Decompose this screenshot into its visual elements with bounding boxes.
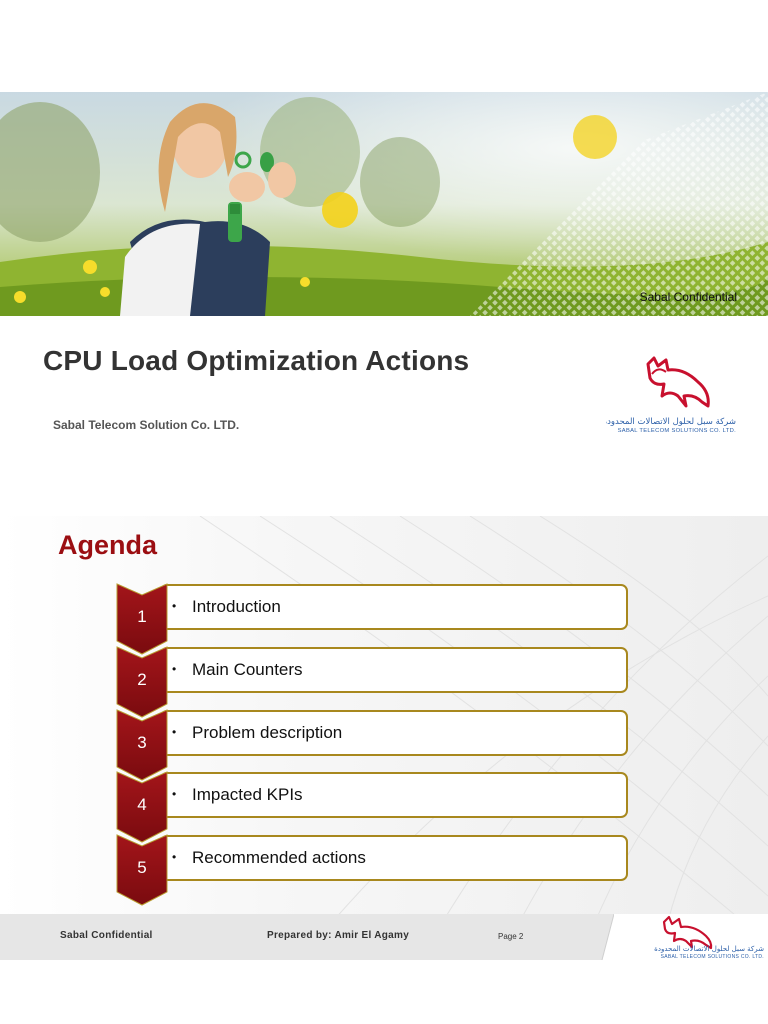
footer-logo (614, 914, 768, 960)
banner-confidential-label: Sabal Confidential (639, 290, 737, 304)
agenda-item-number: 4 (137, 795, 147, 814)
header-banner-image (0, 92, 768, 316)
agenda-item-label: Main Counters (192, 660, 303, 679)
agenda-item-box (160, 772, 628, 818)
footer-confidential: Sabal Confidential (60, 930, 153, 941)
company-name: Sabal Telecom Solution Co. LTD. (53, 418, 240, 432)
agenda-item (116, 771, 630, 843)
bullet-icon: • (172, 662, 177, 676)
agenda-item-box (160, 647, 628, 693)
agenda-item-box (160, 584, 628, 630)
agenda-item-label: Recommended actions (192, 848, 366, 867)
agenda-item-number: 1 (137, 607, 147, 626)
footer-logo-arabic-text: شركة سبل لحلول الاتصالات المحدودة (654, 945, 764, 953)
bullet-icon: • (172, 725, 177, 739)
agenda-slide (0, 516, 768, 960)
agenda-item-number: 5 (137, 858, 147, 877)
bullet-icon: • (172, 599, 177, 613)
agenda-item (116, 646, 630, 718)
horse-logo-icon (606, 356, 742, 436)
agenda-item-box (160, 710, 628, 756)
agenda-item-label: Problem description (192, 723, 343, 742)
agenda-item-label: Introduction (192, 597, 281, 616)
slide-footer (0, 914, 768, 960)
logo-english-text: SABAL TELECOM SOLUTIONS CO. LTD. (617, 428, 736, 434)
agenda-item-label: Impacted KPIs (192, 785, 303, 804)
footer-logo-english-text: SABAL TELECOM SOLUTIONS CO. LTD. (660, 954, 764, 960)
bullet-icon: • (172, 850, 177, 864)
bullet-icon: • (172, 787, 177, 801)
banner-photo (0, 92, 768, 316)
footer-horse-logo-icon (614, 914, 768, 960)
logo-arabic-text: شركة سبل لحلول الاتصالات المحدودة (606, 417, 736, 427)
agenda-item (116, 834, 630, 906)
agenda-heading: Agenda (58, 530, 158, 560)
footer-page-number: Page 2 (498, 932, 524, 941)
slide-title: CPU Load Optimization Actions (43, 345, 470, 376)
agenda-item-number: 3 (137, 733, 147, 752)
agenda-item-box (160, 835, 628, 881)
agenda-item-number: 2 (137, 670, 147, 689)
sabal-logo (606, 356, 742, 436)
agenda-item (116, 583, 630, 655)
footer-prepared-by: Prepared by: Amir El Agamy (267, 930, 410, 941)
